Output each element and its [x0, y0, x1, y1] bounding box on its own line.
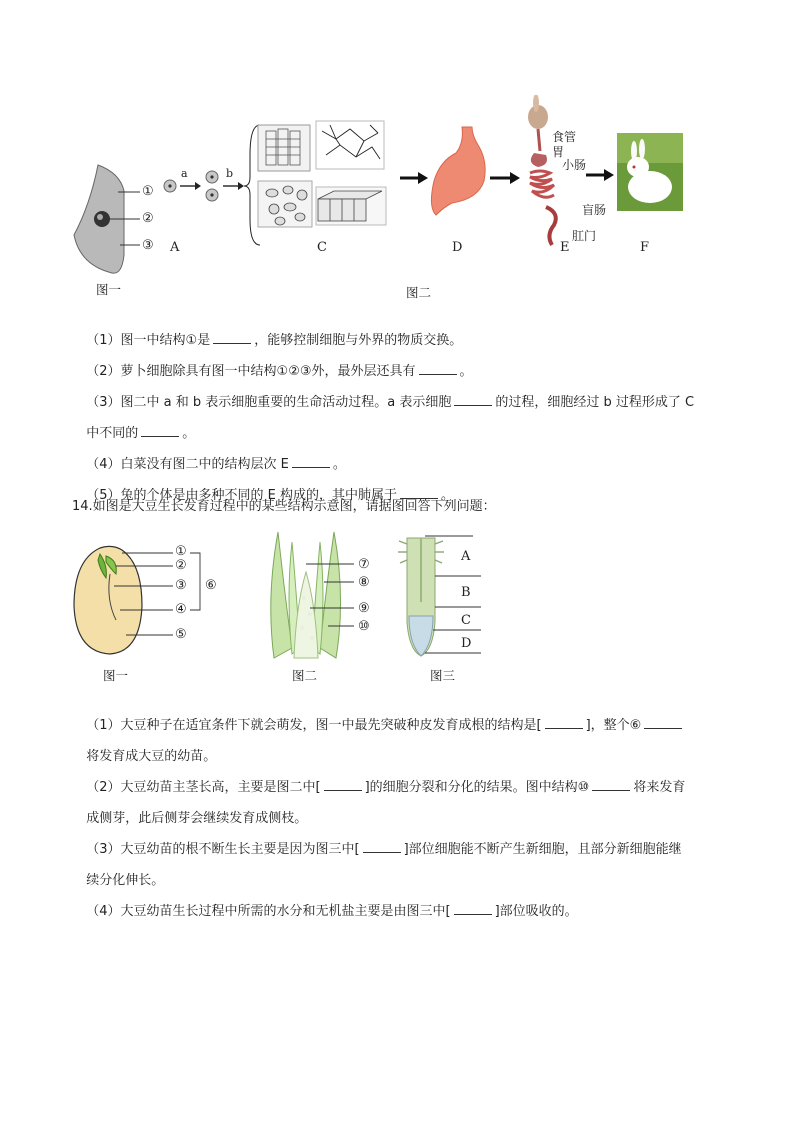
q14-p2-text-d: 成侧芽，此后侧芽会继续发育成侧枝。 [86, 811, 308, 826]
q13-p3-text-b: 的过程，细胞经过 b 过程形成了 C [495, 395, 695, 410]
figure-caption-2: 图二 [406, 285, 432, 300]
fig1-label-2: ② [175, 558, 187, 573]
q13-p4-text-b: 。 [332, 457, 346, 472]
q14-part-4 [78, 882, 718, 922]
q13-p2-text-b: 。 [459, 364, 473, 379]
q14-p1-text-a: （1）大豆种子在适宜条件下就会萌发，图一中最先突破种皮发育成根的结构是[ [86, 718, 542, 733]
q14-title: 14.如图是大豆生长发育过程中的某些结构示意图，请据图回答下列问题： [72, 499, 496, 514]
process-label-a: a [181, 167, 188, 180]
figure-caption-1: 图一 [96, 282, 122, 297]
q14-p1-text-c: 将发育成大豆的幼苗。 [86, 749, 217, 764]
q14-p4-text-b: ]部位吸收的。 [494, 904, 578, 919]
fig2-label-9: ⑨ [358, 601, 370, 616]
digestive-label-anus: 肛门 [572, 229, 597, 243]
root-tip-diagram [395, 532, 485, 662]
q14-caption-1: 图一 [103, 668, 129, 683]
panel-label-d: D [452, 240, 463, 255]
q13-p5-text-b: 。 [441, 488, 455, 503]
answer-blank[interactable] [454, 902, 492, 915]
q14-p3-text-b: ]部位细胞能不断产生新细胞，且部分新细胞能继 [403, 842, 682, 857]
q13-p5-text-a: （5）兔的个体是由多种不同的 E 构成的，其中肺属于 [86, 488, 398, 503]
soybean-bud-diagram [262, 528, 382, 663]
q14-p3-text-c: 续分化伸长。 [86, 873, 165, 888]
digestive-label-esophagus: 食管 [552, 130, 577, 144]
digestive-label-small-intestine: 小肠 [562, 158, 587, 172]
panel-label-e: E [560, 240, 570, 255]
panel-label-f: F [640, 240, 650, 255]
fig2-label-8: ⑧ [358, 575, 370, 590]
q14-p3-text-a: （3）大豆幼苗的根不断生长主要是因为图三中[ [86, 842, 360, 857]
figure-cell-to-organism [60, 95, 740, 305]
rabbit-photo [617, 133, 683, 211]
process-label-b: b [226, 167, 234, 180]
q13-p3-text-a: （3）图二中 a 和 b 表示细胞重要的生命活动过程。a 表示细胞 [86, 395, 452, 410]
fig3-label-a: A [461, 549, 471, 564]
digestive-label-stomach: 胃 [552, 145, 565, 159]
cell-label-1: ① [142, 184, 154, 199]
fig2-label-10: ⑩ [358, 619, 370, 634]
q13-p1-text-a: （1）图一中结构①是 [86, 333, 211, 348]
digestive-label-cecum: 盲肠 [582, 203, 607, 217]
q14-p1-text-b: ]，整个⑥ [585, 718, 642, 733]
q14-p2-text-a: （2）大豆幼苗主茎长高，主要是图二中[ [86, 780, 321, 795]
fig1-label-5: ⑤ [175, 627, 187, 642]
q13-p2-text-a: （2）萝卜细胞除具有图一中结构①②③外，最外层还具有 [86, 364, 416, 379]
fig1-label-3: ③ [175, 578, 187, 593]
fig2-label-7: ⑦ [358, 557, 370, 572]
q13-p3-text-c: 中不同的 [86, 426, 139, 441]
stomach-drawing [431, 127, 485, 215]
panel-label-a: A [170, 240, 180, 255]
q13-p4-text-a: （4）白菜没有图二中的结构层次 E [86, 457, 289, 472]
cell-label-3: ③ [142, 238, 154, 253]
panel-label-c: C [317, 240, 327, 255]
fig3-label-b: B [461, 585, 471, 600]
q14-caption-2: 图二 [292, 668, 318, 683]
rabbit-digestive-system [528, 95, 556, 245]
fig1-label-4: ④ [175, 602, 187, 617]
q14-caption-3: 图三 [430, 668, 456, 683]
fig3-label-c: C [461, 613, 471, 628]
q13-p1-text-b: ，能够控制细胞与外界的物质交换。 [254, 333, 463, 348]
q14-p4-text-a: （4）大豆幼苗生长过程中所需的水分和无机盐主要是由图三中[ [86, 904, 451, 919]
fig1-label-1: ① [175, 544, 187, 559]
q13-p3-text-d: 。 [182, 426, 196, 441]
fig1-label-6: ⑥ [205, 578, 217, 593]
fig3-label-d: D [461, 636, 472, 651]
q14-p2-text-b: ]的细胞分裂和分化的结果。图中结构⑩ [364, 780, 590, 795]
q14-p2-text-c: 将来发育 [633, 780, 686, 795]
soybean-seed-diagram [70, 540, 230, 660]
cell-label-2: ② [142, 211, 154, 226]
